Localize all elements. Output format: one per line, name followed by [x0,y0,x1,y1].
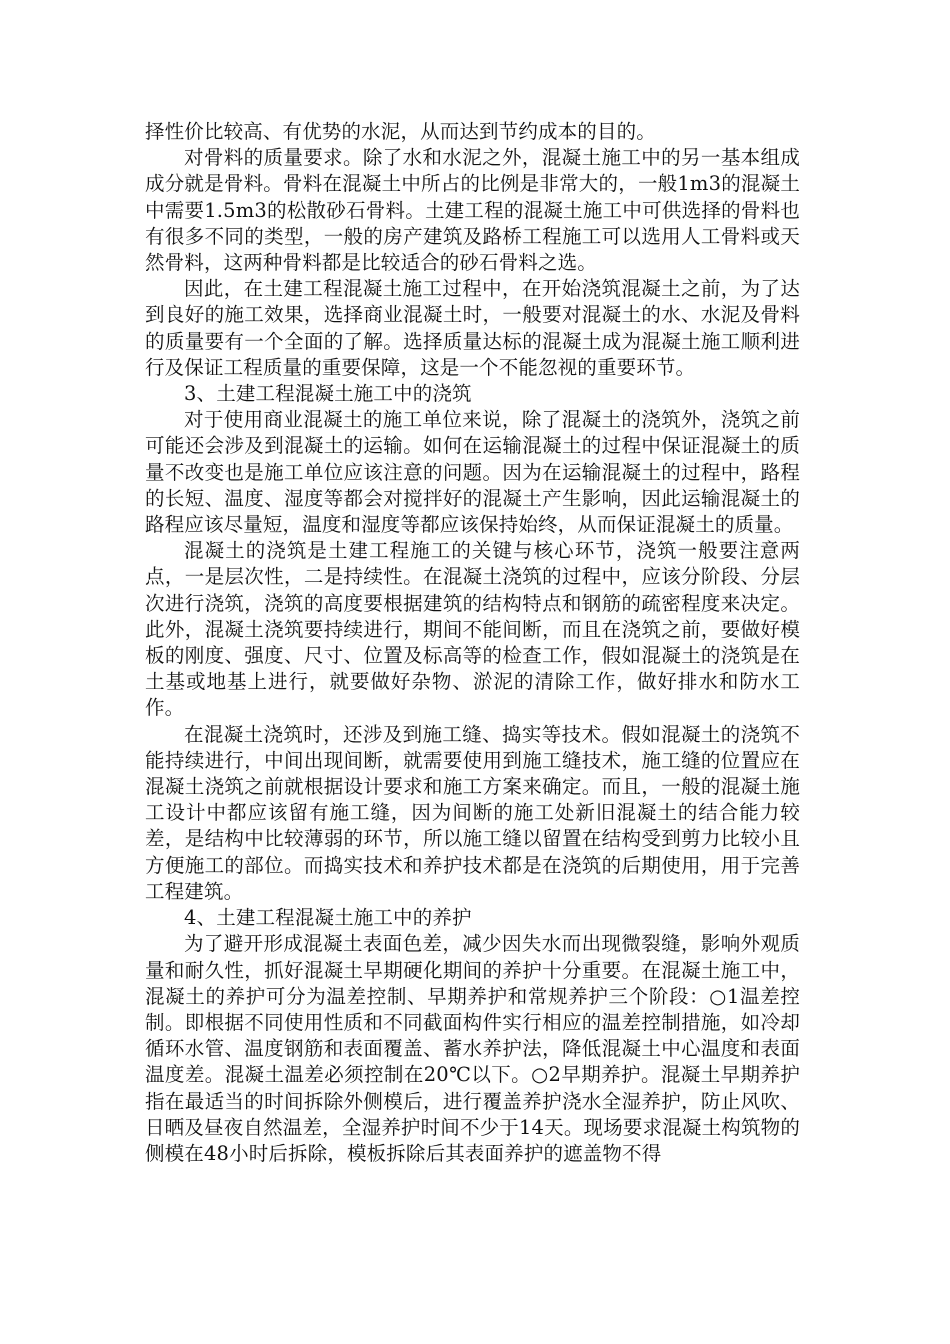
section-heading-pouring: 3、土建工程混凝土施工中的浇筑 [184,382,472,406]
paragraph-material-summary: 因此，在土建工程混凝土施工过程中，在开始浇筑混凝土之前，为了达到良好的施工效果，选择商业混凝土时，一般要对混凝土的水、水泥及骨料的质量要有一个全面的了解。选择质量达标的混凝土成为混凝土施工顺利进行及保证工程质量的重要保障，这是一个不能忽视的重要环节。 [145,277,800,379]
paragraph-cement-selection-end: 择性价比较高、有优势的水泥，从而达到节约成本的目的。 [145,120,656,143]
paragraph-aggregate-quality: 对骨料的质量要求。除了水和水泥之外，混凝土施工中的另一基本组成成分就是骨料。骨料在混凝土中所占的比例是非常大的，一般1m3的混凝土中需要1.5m3的松散砂石骨料。土建工程的混凝土施工中可供选择的骨料也有很多不同的类型，一般的房产建筑及路桥工程施工可以选用人工骨料或天然骨料，这两种骨料都是比较适合的砂石骨料之选。 [145,146,800,275]
document-body [145,119,800,1167]
paragraph-curing: 为了避开形成混凝土表面色差，减少因失水而出现微裂缝，影响外观质量和耐久性，抓好混凝土早期硬化期间的养护十分重要。在混凝土施工中，混凝土的养护可分为温差控制、早期养护和常规养护三个阶段：○1温差控制。即根据不同使用性质和不同截面构件实行相应的温差控制措施，如冷却循环水管、温度钢筋和表面覆盖、蓄水养护法，降低混凝土中心温度和表面温度差。混凝土温差必须控制在20℃以下。○2早期养护。混凝土早期养护指在最适当的时间拆除外侧模后，进行覆盖养护浇水全湿养护，防止风吹、日晒及昼夜自然温差，全湿养护时间不少于14天。现场要求混凝土构筑物的侧模在48小时后拆除，模板拆除后其表面养护的遮盖物不得 [145,932,800,1165]
paragraph-construction-joints: 在混凝土浇筑时，还涉及到施工缝、捣实等技术。假如混凝土的浇筑不能持续进行，中间出现间断，就需要使用到施工缝技术，施工缝的位置应在混凝土浇筑之前就根据设计要求和施工方案来确定。而且，一般的混凝土施工设计中都应该留有施工缝，因为间断的施工处新旧混凝土的结合能力较差，是结构中比较薄弱的环节，所以施工缝以留置在结构受到剪力比较小且方便施工的部位。而捣实技术和养护技术都是在浇筑的后期使用，用于完善工程建筑。 [145,722,800,903]
paragraph-pouring-key-points: 混凝土的浇筑是土建工程施工的关键与核心环节，浇筑一般要注意两点，一是层次性，二是持续性。在混凝土浇筑的过程中，应该分阶段、分层次进行浇筑，浇筑的高度要根据建筑的结构特点和钢筋的疏密程度来决定。此外，混凝土浇筑要持续进行，期间不能间断，而且在浇筑之前，要做好模板的刚度、强度、尺寸、位置及标高等的检查工作，假如混凝土的浇筑是在土基或地基上进行，就要做好杂物、淤泥的清除工作，做好排水和防水工作。 [145,539,800,720]
section-heading-curing: 4、土建工程混凝土施工中的养护 [184,906,472,930]
paragraph-transport: 对于使用商业混凝土的施工单位来说，除了混凝土的浇筑外，浇筑之前可能还会涉及到混凝土的运输。如何在运输混凝土的过程中保证混凝土的质量不改变也是施工单位应该注意的问题。因为在运输混凝土的过程中，路程的长短、温度、湿度等都会对搅拌好的混凝土产生影响，因此运输混凝土的路程应该尽量短，温度和湿度等都应该保持始终，从而保证混凝土的质量。 [145,408,800,537]
